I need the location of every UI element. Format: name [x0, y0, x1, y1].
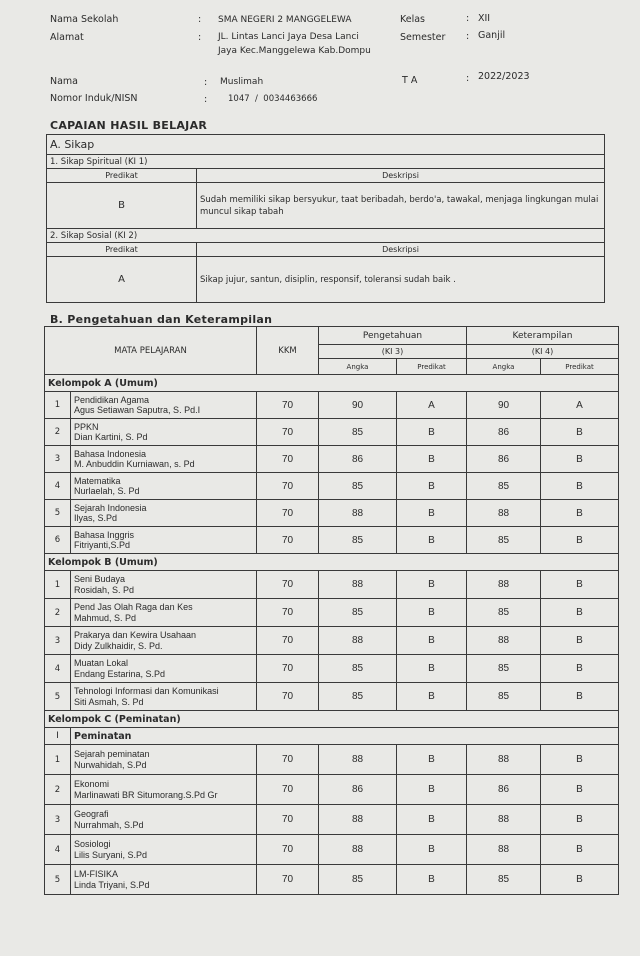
nama-sekolah-value: SMA NEGERI 2 MANGGELEWA	[218, 15, 352, 25]
subject-name: Pendidikan Agama	[74, 394, 150, 405]
keterampilan-predikat: B	[541, 527, 619, 554]
row-number: 5	[45, 500, 71, 527]
row-number: 4	[45, 655, 71, 683]
col-angka-header: Angka	[467, 359, 541, 375]
pengetahuan-predikat: B	[397, 865, 467, 895]
subject-cell	[71, 419, 257, 446]
kelas-value: XII	[478, 13, 491, 24]
col-keterampilan-header: Keterampilan	[467, 327, 619, 345]
keterampilan-angka: 88	[467, 571, 541, 599]
pengetahuan-angka: 88	[319, 805, 397, 835]
ta-label: T A	[402, 75, 418, 86]
keterampilan-angka: 88	[467, 835, 541, 865]
keterampilan-angka: 88	[467, 745, 541, 775]
pengetahuan-angka: 85	[319, 527, 397, 554]
semester-label: Semester	[400, 32, 446, 43]
subject-name: Pend Jas Olah Raga dan Kes	[74, 602, 193, 612]
keterampilan-angka: 90	[467, 392, 541, 419]
keterampilan-predikat: B	[541, 745, 619, 775]
nisn-label: Nomor Induk/NISN	[50, 93, 138, 104]
teacher-name: Agus Setiawan Saputra, S. Pd.I	[74, 405, 201, 415]
subject-cell	[71, 865, 257, 895]
keterampilan-predikat: B	[541, 599, 619, 627]
table-row	[45, 627, 619, 655]
subject-name: Muatan Lokal	[74, 658, 129, 668]
keterampilan-predikat: B	[541, 775, 619, 805]
teacher-name: Nurwahidah, S.Pd	[74, 759, 147, 770]
kkm-cell: 70	[257, 571, 319, 599]
colon: :	[204, 94, 208, 105]
keterampilan-angka: 88	[467, 500, 541, 527]
pengetahuan-angka: 85	[319, 655, 397, 683]
group-title: Kelompok B (Umum)	[45, 554, 619, 571]
sosial-title: 2. Sikap Sosial (KI 2)	[47, 229, 605, 243]
subject-cell	[71, 500, 257, 527]
capaian-title: CAPAIAN HASIL BELAJAR	[50, 119, 208, 132]
pengetahuan-angka: 85	[319, 683, 397, 711]
sikap-table	[46, 134, 605, 303]
subject-cell	[71, 805, 257, 835]
pengetahuan-angka: 88	[319, 500, 397, 527]
subject-name: Sosiologi	[74, 839, 111, 849]
teacher-name: M. Anbuddin Kurniawan, s. Pd	[74, 459, 195, 469]
subject-cell	[71, 473, 257, 500]
teacher-name: Endang Estarina, S.Pd	[74, 668, 166, 679]
col-mapel-header: MATA PELAJARAN	[45, 327, 257, 375]
deskripsi-header: Deskripsi	[197, 243, 605, 257]
semester-value: Ganjil	[478, 30, 506, 41]
row-number: 1	[45, 745, 71, 775]
subgroup-title: Peminatan	[71, 728, 619, 745]
row-number: 2	[45, 599, 71, 627]
keterampilan-angka: 85	[467, 655, 541, 683]
row-number: 5	[45, 865, 71, 895]
table-row	[45, 473, 619, 500]
table-row	[45, 683, 619, 711]
keterampilan-predikat: B	[541, 865, 619, 895]
subject-cell	[71, 446, 257, 473]
row-number: 1	[45, 392, 71, 419]
keterampilan-predikat: B	[541, 473, 619, 500]
pengetahuan-angka: 88	[319, 627, 397, 655]
pengetahuan-predikat: B	[397, 419, 467, 446]
nisn-value: 1047 / 0034463666	[228, 94, 318, 104]
subject-cell	[71, 571, 257, 599]
table-row	[45, 835, 619, 865]
teacher-name: Linda Triyani, S.Pd	[74, 879, 150, 890]
subject-name: Geografi	[74, 809, 109, 819]
col-predikat-header: Predikat	[397, 359, 467, 375]
spiritual-predikat: B	[47, 183, 197, 229]
kkm-cell: 70	[257, 627, 319, 655]
colon: :	[198, 32, 202, 43]
alamat-line2: Jaya Kec.Manggelewa Kab.Dompu	[218, 46, 371, 56]
colon: :	[466, 13, 470, 24]
pengetahuan-angka: 88	[319, 745, 397, 775]
subgroup-number: I	[45, 728, 71, 745]
pengetahuan-predikat: B	[397, 805, 467, 835]
teacher-name: Siti Asmah, S. Pd	[74, 696, 144, 707]
row-number: 5	[45, 683, 71, 711]
kkm-cell: 70	[257, 805, 319, 835]
kkm-cell: 70	[257, 599, 319, 627]
pengetahuan-predikat: B	[397, 599, 467, 627]
keterampilan-angka: 86	[467, 775, 541, 805]
deskripsi-header: Deskripsi	[197, 169, 605, 183]
keterampilan-angka: 85	[467, 599, 541, 627]
row-number: 6	[45, 527, 71, 554]
kkm-cell: 70	[257, 527, 319, 554]
pengetahuan-predikat: B	[397, 655, 467, 683]
subject-name: Ekonomi	[74, 779, 110, 789]
keterampilan-predikat: B	[541, 419, 619, 446]
group-title: Kelompok A (Umum)	[45, 375, 619, 392]
table-row	[45, 419, 619, 446]
pengetahuan-angka: 85	[319, 473, 397, 500]
spiritual-title: 1. Sikap Spiritual (KI 1)	[47, 155, 605, 169]
ta-value: 2022/2023	[478, 71, 530, 82]
colon: :	[466, 31, 470, 42]
colon: :	[204, 77, 208, 88]
col-pengetahuan-header: Pengetahuan	[319, 327, 467, 345]
subject-cell	[71, 392, 257, 419]
table-row	[45, 500, 619, 527]
teacher-name: Ilyas, S.Pd	[74, 513, 118, 523]
pengetahuan-angka: 86	[319, 775, 397, 805]
col-predikat-header: Predikat	[541, 359, 619, 375]
subject-name: Tehnologi Informasi dan Komunikasi	[74, 686, 219, 696]
pengetahuan-predikat: B	[397, 446, 467, 473]
col-ki3-header: (KI 3)	[319, 345, 467, 359]
table-row	[45, 599, 619, 627]
subject-name: Bahasa Inggris	[74, 529, 135, 540]
table-row	[45, 865, 619, 895]
subject-cell	[71, 745, 257, 775]
row-number: 1	[45, 571, 71, 599]
subject-cell	[71, 599, 257, 627]
pengetahuan-angka: 88	[319, 835, 397, 865]
teacher-name: Rosidah, S. Pd	[74, 584, 135, 595]
kkm-cell: 70	[257, 446, 319, 473]
sosial-predikat: A	[47, 257, 197, 303]
keterampilan-angka: 86	[467, 419, 541, 446]
colon: :	[198, 14, 202, 25]
row-number: 3	[45, 805, 71, 835]
table-row	[45, 392, 619, 419]
predikat-header: Predikat	[47, 169, 197, 183]
pengetahuan-predikat: B	[397, 835, 467, 865]
subject-name: Prakarya dan Kewira Usahaan	[74, 630, 197, 640]
nama-value: Muslimah	[220, 77, 264, 87]
subject-cell	[71, 655, 257, 683]
kkm-cell: 70	[257, 745, 319, 775]
nama-label: Nama	[50, 76, 79, 87]
spiritual-deskripsi: Sudah memiliki sikap bersyukur, taat beribadah, berdo'a, tawakal, menjaga lingkungan mulai muncul sikap tabah	[197, 183, 605, 229]
table-row	[45, 805, 619, 835]
keterampilan-predikat: B	[541, 500, 619, 527]
table-row	[45, 446, 619, 473]
kkm-cell: 70	[257, 683, 319, 711]
grades-table	[44, 326, 619, 895]
subject-cell	[71, 835, 257, 865]
kkm-cell: 70	[257, 473, 319, 500]
kkm-cell: 70	[257, 655, 319, 683]
sosial-deskripsi: Sikap jujur, santun, disiplin, responsif, toleransi sudah baik .	[197, 257, 605, 303]
table-row	[45, 527, 619, 554]
keterampilan-predikat: A	[541, 392, 619, 419]
keterampilan-predikat: B	[541, 655, 619, 683]
row-number: 2	[45, 419, 71, 446]
teacher-name: Marlinawati BR Situmorang.S.Pd Gr	[74, 789, 218, 800]
pengetahuan-predikat: B	[397, 527, 467, 554]
pengetahuan-angka: 85	[319, 599, 397, 627]
row-number: 4	[45, 835, 71, 865]
pengetahuan-predikat: B	[397, 775, 467, 805]
pengetahuan-predikat: B	[397, 571, 467, 599]
teacher-name: Nurlaelah, S. Pd	[74, 486, 140, 496]
col-ki4-header: (KI 4)	[467, 345, 619, 359]
row-number: 4	[45, 473, 71, 500]
col-kkm-header: KKM	[257, 327, 319, 375]
subject-cell	[71, 775, 257, 805]
row-number: 3	[45, 446, 71, 473]
row-number: 3	[45, 627, 71, 655]
kkm-cell: 70	[257, 392, 319, 419]
pengetahuan-predikat: B	[397, 683, 467, 711]
subject-name: Seni Budaya	[74, 574, 126, 584]
subject-name: Bahasa Indonesia	[74, 448, 147, 459]
colon: :	[466, 73, 470, 84]
keterampilan-angka: 88	[467, 805, 541, 835]
teacher-name: Dian Kartini, S. Pd	[74, 432, 148, 442]
keterampilan-predikat: B	[541, 683, 619, 711]
subject-cell	[71, 627, 257, 655]
sikap-title: A. Sikap	[47, 135, 605, 155]
kkm-cell: 70	[257, 419, 319, 446]
pengetahuan-angka: 85	[319, 419, 397, 446]
pengetahuan-predikat: B	[397, 473, 467, 500]
keterampilan-angka: 88	[467, 627, 541, 655]
subject-name: Matematika	[74, 475, 121, 486]
nama-sekolah-label: Nama Sekolah	[50, 14, 119, 25]
group-title: Kelompok C (Peminatan)	[45, 711, 619, 728]
table-row	[45, 775, 619, 805]
keterampilan-angka: 85	[467, 683, 541, 711]
table-row	[45, 571, 619, 599]
pengetahuan-predikat: B	[397, 627, 467, 655]
col-angka-header: Angka	[319, 359, 397, 375]
teacher-name: Lilis Suryani, S.Pd	[74, 849, 148, 860]
table-row	[45, 655, 619, 683]
keterampilan-angka: 85	[467, 527, 541, 554]
keterampilan-predikat: B	[541, 446, 619, 473]
kelas-label: Kelas	[400, 14, 426, 25]
keterampilan-predikat: B	[541, 571, 619, 599]
subject-name: Sejarah peminatan	[74, 749, 150, 759]
kkm-cell: 70	[257, 835, 319, 865]
pengetahuan-angka: 86	[319, 446, 397, 473]
row-number: 2	[45, 775, 71, 805]
kkm-cell: 70	[257, 775, 319, 805]
subject-cell	[71, 683, 257, 711]
keterampilan-angka: 86	[467, 446, 541, 473]
subject-name: LM-FISIKA	[74, 869, 119, 879]
table-row	[45, 745, 619, 775]
teacher-name: Mahmud, S. Pd	[74, 612, 137, 623]
alamat-label: Alamat	[50, 32, 84, 43]
subject-name: PPKN	[74, 421, 99, 432]
keterampilan-predikat: B	[541, 835, 619, 865]
pengetahuan-angka: 88	[319, 571, 397, 599]
pengetahuan-predikat: A	[397, 392, 467, 419]
predikat-header: Predikat	[47, 243, 197, 257]
pengetahuan-angka: 90	[319, 392, 397, 419]
pengetahuan-angka: 85	[319, 865, 397, 895]
alamat-line1: JL. Lintas Lanci Jaya Desa Lanci	[218, 32, 359, 42]
subject-cell	[71, 527, 257, 554]
teacher-name: Fitriyanti,S.Pd	[74, 540, 131, 550]
teacher-name: Didy Zulkhaidir, S. Pd.	[74, 640, 163, 651]
keterampilan-predikat: B	[541, 805, 619, 835]
keterampilan-angka: 85	[467, 865, 541, 895]
pengetahuan-predikat: B	[397, 500, 467, 527]
kkm-cell: 70	[257, 865, 319, 895]
kkm-cell: 70	[257, 500, 319, 527]
keterampilan-angka: 85	[467, 473, 541, 500]
teacher-name: Nurrahmah, S.Pd	[74, 819, 144, 830]
pengetahuan-predikat: B	[397, 745, 467, 775]
subject-name: Sejarah Indonesia	[74, 502, 147, 513]
pk-title: B. Pengetahuan dan Keterampilan	[50, 313, 273, 326]
keterampilan-predikat: B	[541, 627, 619, 655]
